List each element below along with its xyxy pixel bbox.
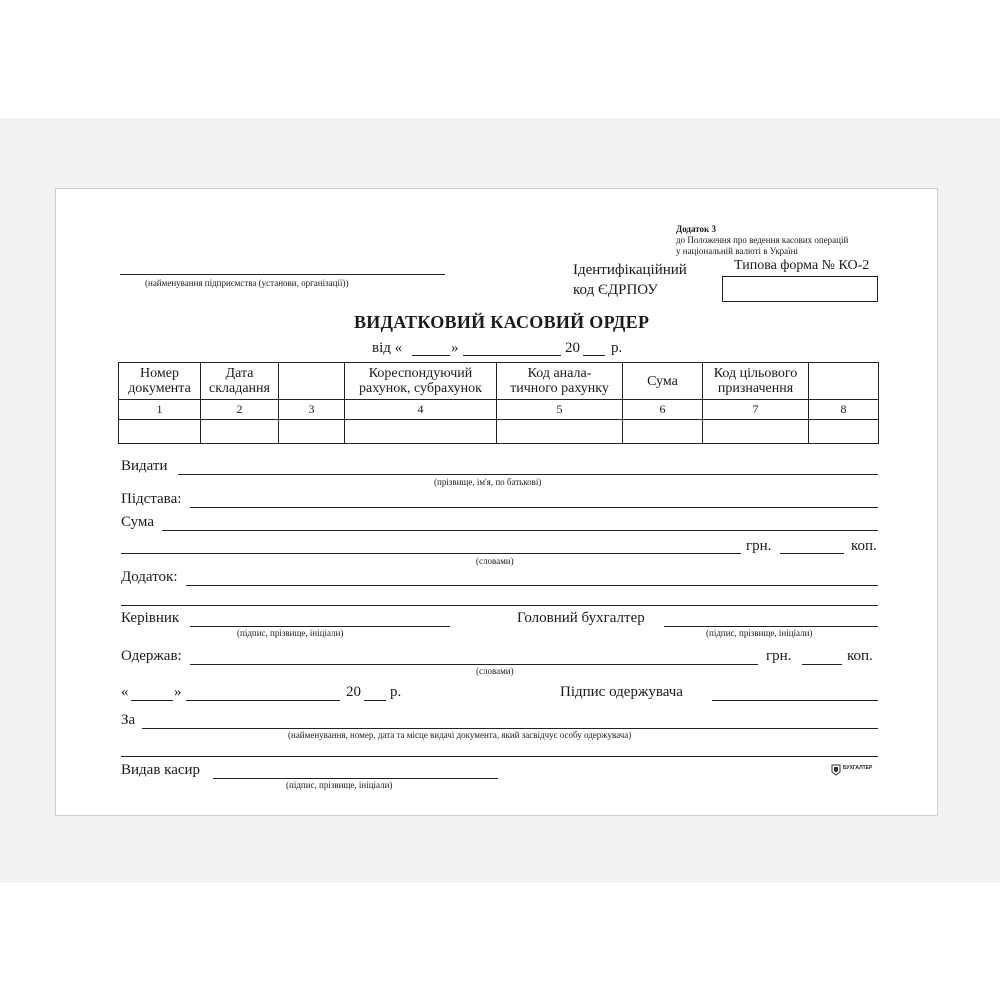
input-cell[interactable] bbox=[119, 420, 201, 444]
column-number: 4 bbox=[345, 400, 497, 420]
receipt-date-close: » bbox=[174, 684, 182, 700]
buhgalter-caption: (підпис, прізвище, ініціали) bbox=[706, 628, 813, 638]
suma-line-2[interactable] bbox=[121, 553, 741, 554]
za-line-1[interactable] bbox=[142, 728, 878, 729]
receipt-year-prefix: 20 bbox=[346, 684, 361, 700]
date-year-prefix: 20 bbox=[565, 340, 580, 356]
za-caption: (найменування, номер, дата та місце видачі документа, який засвідчує особу одержувача) bbox=[288, 730, 632, 740]
pidpys-label: Підпис одержувача bbox=[560, 684, 683, 700]
kasyr-label: Видав касир bbox=[121, 762, 201, 778]
receipt-year-suffix: р. bbox=[390, 684, 402, 700]
za-line-2[interactable] bbox=[121, 756, 878, 757]
dodatok-label: Додаток: bbox=[121, 569, 178, 585]
kasyr-line[interactable] bbox=[213, 778, 498, 779]
header-cell: Сума bbox=[623, 363, 703, 400]
table-header-row bbox=[119, 363, 879, 400]
kerivnyk-caption: (підпис, прізвище, ініціали) bbox=[237, 628, 344, 638]
column-number: 8 bbox=[809, 400, 879, 420]
oderzhav-label: Одержав: bbox=[121, 648, 182, 664]
column-number: 3 bbox=[279, 400, 345, 420]
input-cell[interactable] bbox=[623, 420, 703, 444]
input-cell[interactable] bbox=[809, 420, 879, 444]
column-number: 5 bbox=[497, 400, 623, 420]
date-mid: » bbox=[451, 340, 459, 356]
receipt-day-line[interactable] bbox=[131, 700, 173, 701]
column-number: 6 bbox=[623, 400, 703, 420]
receipt-month-line[interactable] bbox=[186, 700, 340, 701]
header-cell: Код анала- тичного рахунку bbox=[497, 363, 623, 400]
oderzhav-kop-label: коп. bbox=[847, 648, 873, 664]
appendix-line-2: у національній валюті в Україні bbox=[676, 246, 798, 256]
date-year-line[interactable] bbox=[583, 355, 605, 356]
oderzhav-caption: (словами) bbox=[476, 666, 514, 676]
input-cell[interactable] bbox=[201, 420, 279, 444]
column-number: 2 bbox=[201, 400, 279, 420]
date-suffix: р. bbox=[611, 340, 623, 356]
suma-grn-label: грн. bbox=[746, 538, 772, 554]
date-day-line[interactable] bbox=[412, 355, 450, 356]
oderzhav-line[interactable] bbox=[190, 664, 758, 665]
receipt-year-line[interactable] bbox=[364, 700, 386, 701]
ident-label-1: Ідентифікаційний bbox=[573, 262, 687, 278]
buhgalter-label: Головний бухгалтер bbox=[517, 610, 645, 626]
org-name-line[interactable] bbox=[120, 274, 445, 275]
table-input-row bbox=[119, 420, 879, 444]
date-prefix: від « bbox=[372, 340, 403, 356]
buhgalter-line[interactable] bbox=[664, 626, 878, 627]
edrpou-code-box[interactable] bbox=[722, 276, 878, 302]
kasyr-caption: (підпис, прізвище, ініціали) bbox=[286, 780, 393, 790]
dodatok-line-2[interactable] bbox=[121, 605, 878, 606]
form-type-label: Типова форма № КО-2 bbox=[734, 258, 870, 273]
header-cell: Код цільового призначення bbox=[703, 363, 809, 400]
header-cell: Кореспондуючий рахунок, субрахунок bbox=[345, 363, 497, 400]
vydaty-caption: (прізвище, ім'я, по батькові) bbox=[434, 477, 542, 487]
header-cell bbox=[279, 363, 345, 400]
header-cell: Дата складання bbox=[201, 363, 279, 400]
receipt-date-open: « bbox=[121, 684, 129, 700]
pidstava-line[interactable] bbox=[190, 507, 878, 508]
ident-label-2: код ЄДРПОУ bbox=[573, 282, 658, 298]
oderzhav-kop-line[interactable] bbox=[802, 664, 842, 665]
order-table bbox=[118, 362, 879, 444]
column-number: 1 bbox=[119, 400, 201, 420]
vydaty-line[interactable] bbox=[178, 474, 878, 475]
column-number: 7 bbox=[703, 400, 809, 420]
org-name-caption: (найменування підприємства (установи, організації)) bbox=[145, 278, 349, 288]
input-cell[interactable] bbox=[703, 420, 809, 444]
suma-kop-line[interactable] bbox=[780, 553, 844, 554]
suma-kop-label: коп. bbox=[851, 538, 877, 554]
appendix-title: Додаток 3 bbox=[676, 224, 716, 234]
date-month-line[interactable] bbox=[463, 355, 561, 356]
suma-caption: (словами) bbox=[476, 556, 514, 566]
input-cell[interactable] bbox=[345, 420, 497, 444]
oderzhav-grn-label: грн. bbox=[766, 648, 792, 664]
kerivnyk-line[interactable] bbox=[190, 626, 450, 627]
suma-line-1[interactable] bbox=[162, 530, 878, 531]
dodatok-line-1[interactable] bbox=[186, 585, 878, 586]
publisher-logo-text: БУХГАЛТЕР bbox=[843, 765, 873, 771]
table-number-row bbox=[119, 400, 879, 420]
kerivnyk-label: Керівник bbox=[121, 610, 180, 626]
header-cell bbox=[809, 363, 879, 400]
pidstava-label: Підстава: bbox=[121, 491, 182, 507]
suma-label: Сума bbox=[121, 514, 154, 530]
appendix-line-1: до Положення про ведення касових операцій bbox=[676, 235, 849, 245]
input-cell[interactable] bbox=[497, 420, 623, 444]
header-cell: Номер документа bbox=[119, 363, 201, 400]
document-title: ВИДАТКОВИЙ КАСОВИЙ ОРДЕР bbox=[354, 312, 650, 332]
publisher-logo bbox=[831, 763, 879, 782]
vydaty-label: Видати bbox=[121, 458, 168, 474]
input-cell[interactable] bbox=[279, 420, 345, 444]
pidpys-line[interactable] bbox=[712, 700, 878, 701]
za-label: За bbox=[121, 712, 136, 728]
